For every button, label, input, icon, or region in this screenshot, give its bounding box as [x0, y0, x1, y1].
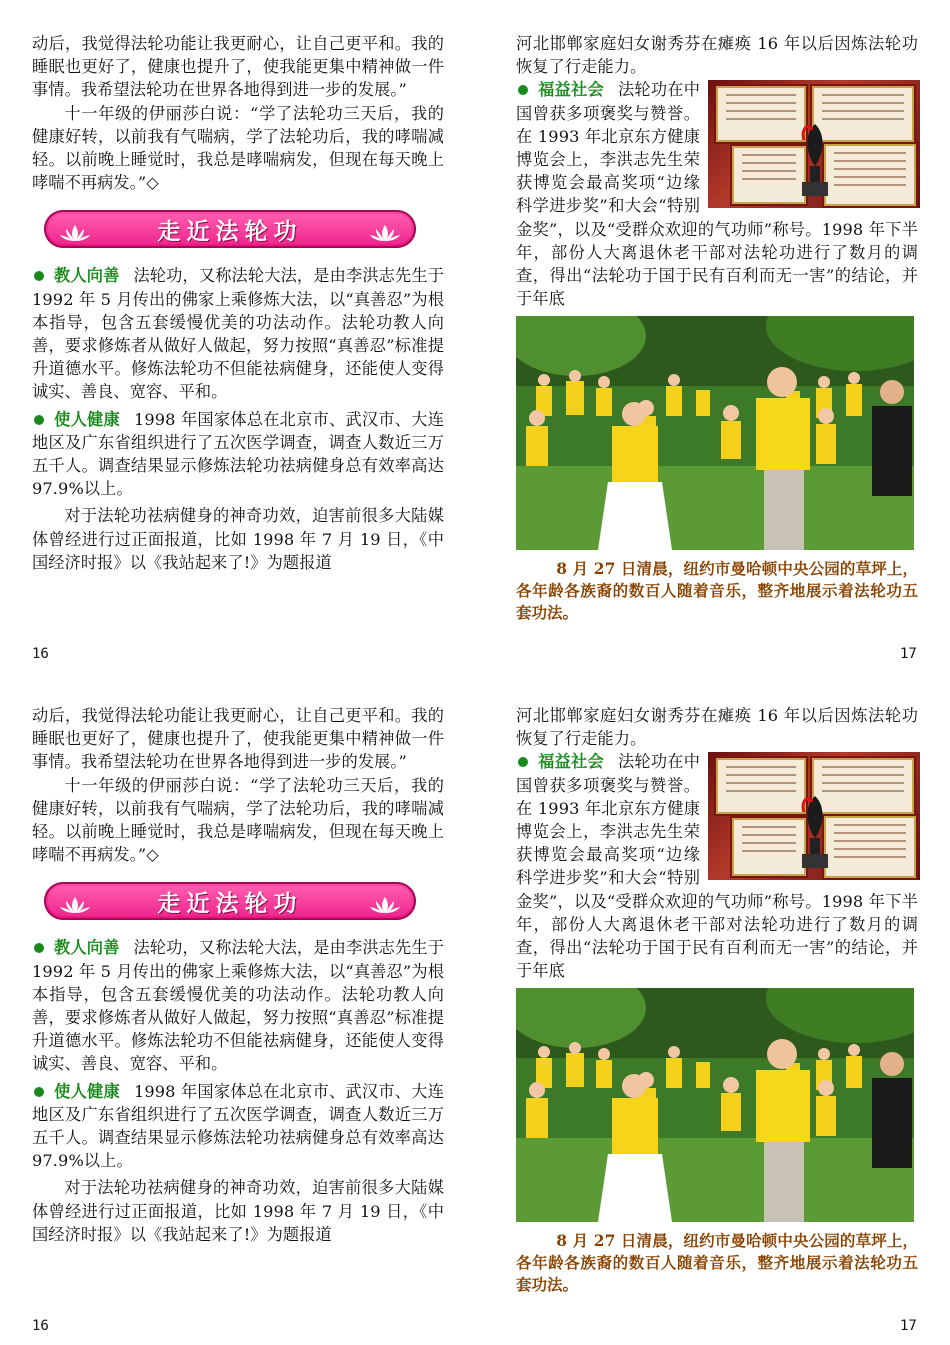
- banner-title: 走近法轮功: [157, 218, 303, 245]
- section-health: [32, 1080, 444, 1173]
- award-certificates-photo: [708, 752, 920, 880]
- section-heading: 福益社会: [538, 80, 604, 100]
- page-number: 17: [900, 646, 917, 662]
- page-number: 16: [32, 646, 49, 662]
- paragraph: 对于法轮功祛病健身的神奇功效，迫害前很多大陆媒体曾经进行过正面报道，比如 1998 年 7 月 19 日，《中国经济时报》以《我站起来了!》为题报道: [32, 506, 444, 572]
- spread-top: [0, 0, 950, 672]
- lotus-icon: [368, 895, 402, 915]
- paragraph: 十一年级的伊丽莎白说：“学了法轮功三天后，我的健康好转，以前我有气喘病，学了法轮功后，我的哮喘减轻。以前晚上睡觉时，我总是哮喘病发，但现在每天晚上哮喘不再病发。”◇: [32, 103, 444, 193]
- left-page: [32, 32, 444, 574]
- section-heading: 教人向善: [54, 938, 120, 958]
- park-crowd-image: [516, 316, 914, 550]
- photo-caption: 8 月 27 日清晨，纽约市曼哈顿中央公园的草坪上，各年龄各族裔的数百人随着音乐，整齐地展示着法轮功五套功法。: [516, 559, 918, 623]
- bullet-icon: [34, 1087, 44, 1097]
- bullet-icon: [518, 757, 528, 767]
- bullet-icon: [34, 271, 44, 281]
- group-exercise-photo: [516, 988, 914, 1222]
- section-heading: 教人向善: [54, 266, 120, 286]
- section-heading: 福益社会: [538, 752, 604, 772]
- section-text: 法轮功，又称法轮大法，是由李洪志先生于 1992 年 5 月传出的佛家上乘修炼大法，以“真善忍”为根本指导，包含五套缓慢优美的功法动作。法轮功教人向善，要求修炼者从做好人做起，努力按照“真善忍”标准提升道德水平。修炼法轮功不但能祛病健身，还能使人变得诚实、善良、宽容、平和。: [32, 938, 444, 1074]
- section-text: 法轮功，又称法轮大法，是由李洪志先生于 1992 年 5 月传出的佛家上乘修炼大法，以“真善忍”为根本指导，包含五套缓慢优美的功法动作。法轮功教人向善，要求修炼者从做好人做起，努力按照“真善忍”标准提升道德水平。修炼法轮功不但能祛病健身，还能使人变得诚实、善良、宽容、平和。: [32, 266, 444, 402]
- award-certificates-photo: [708, 80, 920, 208]
- section-teach-good: [32, 936, 444, 1075]
- lotus-icon: [368, 223, 402, 243]
- section-banner: [44, 882, 416, 920]
- section-health: [32, 408, 444, 501]
- section-text: 法轮功在中国曾获多项褒奖与赞誉。在 1993 年北京东方健康博览会上，李洪志先生荣获博览会最高奖项“边缘科学进步奖”和大会“特别金奖”，以及“受群众欢迎的气功师”称号。1998 年下半年，部份人大离退休老干部对法轮功进行了数月的调查，得出“法轮功于国于民有百利而无一害”的结论，并于年底: [516, 80, 918, 309]
- bullet-icon: [518, 85, 528, 95]
- lotus-icon: [58, 223, 92, 243]
- section-heading: 使人健康: [54, 1081, 120, 1101]
- section-teach-good: [32, 264, 444, 403]
- section-banner: [44, 210, 416, 248]
- bullet-icon: [34, 415, 44, 425]
- section-text: 1998 年国家体总在北京市、武汉市、大连地区及广东省组织进行了五次医学调查，调查人数近三万五千人。调查结果显示修炼法轮功祛病健身总有效率高达 97.9%以上。: [32, 409, 444, 499]
- lotus-icon: [58, 895, 92, 915]
- bullet-icon: [34, 943, 44, 953]
- left-page: [32, 704, 444, 1246]
- paragraph: 河北邯郸家庭妇女谢秀芬在瘫痪 16 年以后因炼法轮功恢复了行走能力。: [516, 34, 918, 77]
- page-number: 16: [32, 1318, 49, 1334]
- right-page: [516, 32, 918, 624]
- group-exercise-photo: [516, 316, 914, 550]
- paragraph: 对于法轮功祛病健身的神奇功效，迫害前很多大陆媒体曾经进行过正面报道，比如 1998 年 7 月 19 日，《中国经济时报》以《我站起来了!》为题报道: [32, 1178, 444, 1244]
- trophy-icon: [798, 120, 832, 200]
- section-text: 法轮功在中国曾获多项褒奖与赞誉。在 1993 年北京东方健康博览会上，李洪志先生荣获博览会最高奖项“边缘科学进步奖”和大会“特别金奖”，以及“受群众欢迎的气功师”称号。1998 年下半年，部份人大离退休老干部对法轮功进行了数月的调查，得出“法轮功于国于民有百利而无一害”的结论，并于年底: [516, 752, 918, 981]
- spread-bottom: [0, 672, 950, 1344]
- right-page: [516, 704, 918, 1296]
- paragraph: 动后，我觉得法轮功能让我更耐心，让自己更平和。我的睡眠也更好了，健康也提升了，使我能更集中精神做一件事情。我希望法轮功在世界各地得到进一步的发展。”: [32, 34, 444, 100]
- page-number: 17: [900, 1318, 917, 1334]
- banner-title: 走近法轮功: [157, 890, 303, 917]
- paragraph: 动后，我觉得法轮功能让我更耐心，让自己更平和。我的睡眠也更好了，健康也提升了，使我能更集中精神做一件事情。我希望法轮功在世界各地得到进一步的发展。”: [32, 706, 444, 772]
- paragraph: 河北邯郸家庭妇女谢秀芬在瘫痪 16 年以后因炼法轮功恢复了行走能力。: [516, 706, 918, 749]
- photo-caption: 8 月 27 日清晨，纽约市曼哈顿中央公园的草坪上，各年龄各族裔的数百人随着音乐，整齐地展示着法轮功五套功法。: [516, 1231, 918, 1295]
- section-heading: 使人健康: [54, 409, 120, 429]
- trophy-icon: [798, 792, 832, 872]
- section-text: 1998 年国家体总在北京市、武汉市、大连地区及广东省组织进行了五次医学调查，调查人数近三万五千人。调查结果显示修炼法轮功祛病健身总有效率高达 97.9%以上。: [32, 1081, 444, 1171]
- paragraph: 十一年级的伊丽莎白说：“学了法轮功三天后，我的健康好转，以前我有气喘病，学了法轮功后，我的哮喘减轻。以前晚上睡觉时，我总是哮喘病发，但现在每天晚上哮喘不再病发。”◇: [32, 775, 444, 865]
- park-crowd-image: [516, 988, 914, 1222]
